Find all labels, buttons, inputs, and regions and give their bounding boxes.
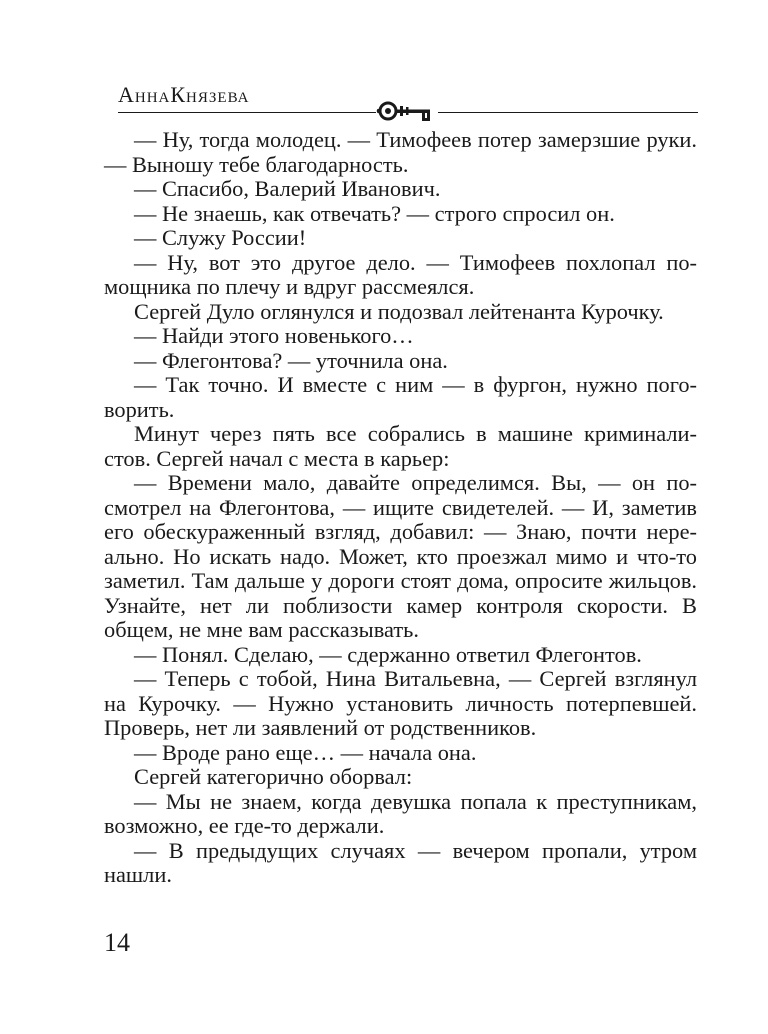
paragraph: — Теперь с тобой, Нина Витальевна, — Сергей взглянул на Курочку. — Нужно установить личность потерпевшей. Проверь, нет ли заявлений от родственников. bbox=[104, 666, 697, 740]
running-header bbox=[118, 82, 698, 122]
paragraph: — Не знаешь, как отвечать? — строго спросил он. bbox=[134, 200, 615, 226]
paragraph: Минут через пять все собрались в машине криминалистов. Сергей начал с места в карьер: bbox=[104, 421, 697, 471]
paragraph: — Ну, вот это другое дело. — Тимофеев похлопал помощника по плечу и вдруг рассмеялся. bbox=[104, 249, 697, 299]
paragraph: Сергей Дуло оглянулся и подозвал лейтенанта Курочку. bbox=[134, 298, 664, 324]
paragraph: — Так точно. И вместе с ним — в фургон, нужно поговорить. bbox=[104, 372, 697, 422]
paragraph: — Ну, тогда молодец. — Тимофеев потер замерзшие руки. — Выношу тебе благодарность. bbox=[104, 127, 697, 177]
paragraph: — Мы не знаем, когда девушка попала к преступникам, возможно, ее где-то держали. bbox=[104, 788, 697, 838]
page-number: 14 bbox=[104, 928, 130, 957]
paragraph: — Служу России! bbox=[134, 225, 307, 250]
paragraph: — Флегонтова? — уточнила она. bbox=[134, 347, 448, 373]
body-text bbox=[104, 128, 697, 888]
paragraph: — Вроде рано еще… — начала она. bbox=[134, 739, 477, 765]
key-icon bbox=[376, 98, 438, 124]
paragraph: — Времени мало, давайте определимся. Вы, — он посмотрел на Флегонтова, — ищите свидетелей. — И, заметив его обескураженный взгляд, добавил: — Знаю, почти нереально. Но искать надо. Может, кто проезжал мимо и что-то заметил. Там дальше у дороги стоят дома, опросите жильцов. Узнайте, нет ли поблизости камер контроля скорости. В общем, не мне вам рассказывать. bbox=[104, 470, 697, 642]
paragraph: — Найди этого новенького… bbox=[134, 323, 414, 348]
paragraph: Сергей категорично оборвал: bbox=[134, 764, 413, 789]
author-name: АннаКнязева bbox=[118, 82, 250, 107]
paragraph: — Понял. Сделаю, — сдержанно ответил Флегонтов. bbox=[134, 641, 642, 667]
paragraph: — В предыдущих случаях — вечером пропали, утром нашли. bbox=[104, 837, 697, 887]
paragraph: — Спасибо, Валерий Иванович. bbox=[134, 176, 441, 201]
